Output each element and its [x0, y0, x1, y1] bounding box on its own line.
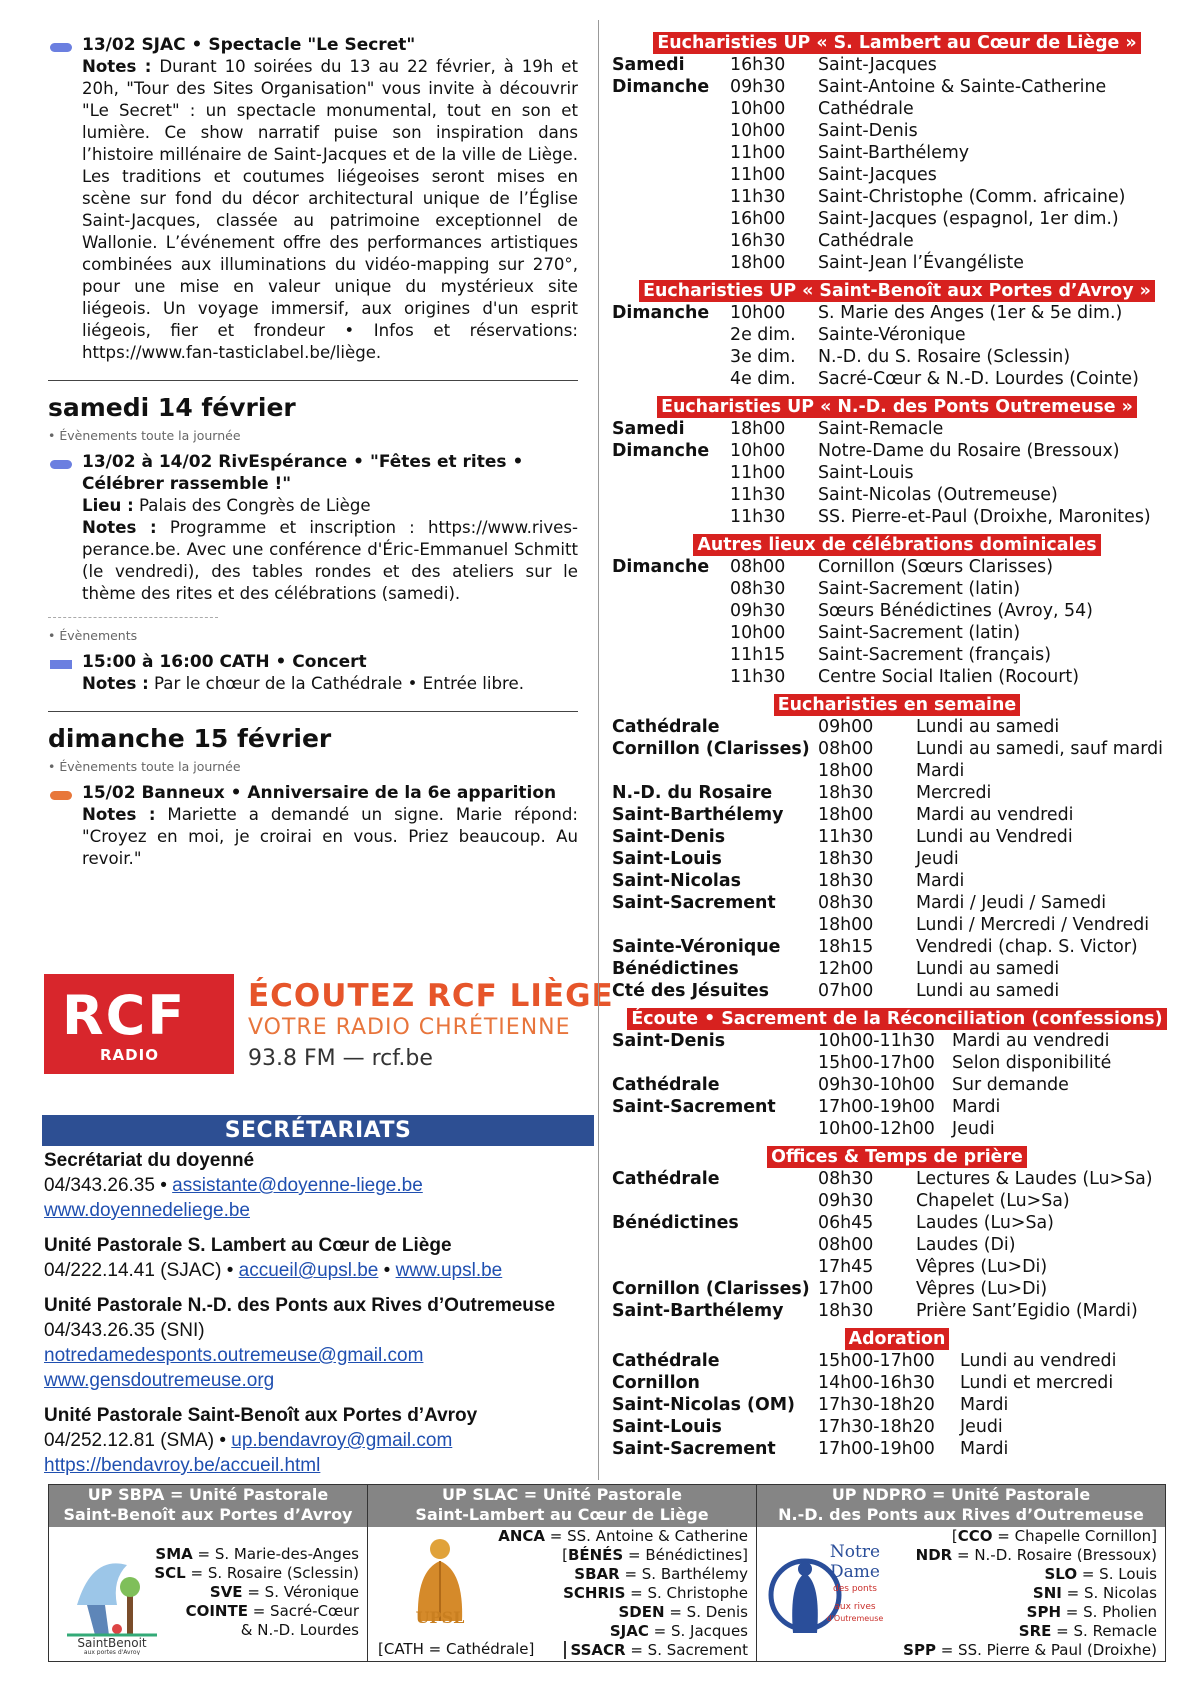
legend-item: SSACR = S. Sacrement: [570, 1641, 748, 1659]
schedule-detail: Cathédrale: [818, 99, 914, 119]
schedule-place: Saint-Denis: [612, 1031, 726, 1051]
schedule-place: [612, 600, 730, 622]
event-le-secret[interactable]: [48, 34, 578, 364]
schedule-time: 18h00: [818, 805, 874, 825]
section-heading: Eucharisties en semaine: [612, 694, 1182, 716]
event-banneux[interactable]: [48, 782, 578, 870]
legend-item: [CCO = Chapelle Cornillon]: [951, 1527, 1157, 1545]
schedule-detail: Chapelet (Lu>Sa): [916, 1191, 1070, 1211]
secretariat-title: Unité Pastorale Saint-Benoît aux Portes d’Avroy: [44, 1405, 478, 1426]
schedule-time: 4e dim.: [730, 369, 796, 389]
schedule-time: 10h00: [730, 303, 786, 323]
schedule-time: 08h00: [818, 739, 874, 759]
schedule-place: Saint-Barthélemy: [612, 805, 784, 825]
rcf-tagline: VOTRE RADIO CHRÉTIENNE: [248, 1015, 571, 1040]
schedule-time: 11h00: [730, 165, 786, 185]
schedule-detail: Mercredi: [916, 783, 992, 803]
schedule-table: [612, 1030, 1182, 1140]
schedule-detail: Saint-Jacques: [818, 165, 937, 185]
schedule-detail: Selon disponibilité: [952, 1053, 1112, 1073]
svg-text:aux rives: aux rives: [834, 1602, 876, 1612]
schedule-detail: Lundi / Mercredi / Vendredi: [916, 915, 1150, 935]
event-title: 13/02 à 14/02 RivEspérance • "Fêtes et rites • Célébrer rassemble !": [82, 452, 524, 494]
email-link[interactable]: accueil@upsl.be: [238, 1260, 379, 1281]
rcf-headline: ÉCOUTEZ RCF LIÈGE: [248, 978, 614, 1014]
divider: [48, 380, 578, 381]
abbreviations-legend: [48, 1484, 1166, 1662]
schedule-detail: Centre Social Italien (Rocourt): [818, 667, 1079, 687]
svg-text:Notre: Notre: [829, 1542, 881, 1562]
event-rivesperance[interactable]: [48, 451, 578, 605]
email-link[interactable]: up.bendavroy@gmail.com: [231, 1430, 453, 1451]
event-concert[interactable]: [48, 651, 578, 695]
schedule-detail: Sacré-Cœur & N.-D. Lourdes (Cointe): [818, 369, 1139, 389]
legend-items: [903, 1527, 1157, 1660]
schedule-table: [612, 302, 1182, 390]
section-heading: Autres lieux de célébrations dominicales: [612, 534, 1182, 556]
rcf-frequency: 93.8 FM — rcf.be: [248, 1046, 433, 1071]
schedule-place: [612, 1118, 818, 1140]
section-heading: Eucharisties UP « Saint-Benoît aux Portes d’Avroy »: [612, 280, 1182, 302]
schedule-place: Dimanche: [612, 303, 710, 323]
event-title: 15/02 Banneux • Anniversaire de la 6e apparition: [82, 783, 557, 803]
legend-header: UP SLAC = Unité Pastorale Saint-Lambert au Cœur de Liège: [368, 1485, 756, 1527]
schedule-time: 08h30: [730, 579, 786, 599]
schedule-place: [612, 462, 730, 484]
schedule-place: N.-D. du Rosaire: [612, 783, 773, 803]
schedule-time: 16h30: [730, 231, 786, 251]
schedule-detail: Mardi: [960, 1439, 1009, 1459]
svg-text:d'Outremeuse: d'Outremeuse: [826, 1614, 883, 1623]
schedule-detail: Saint-Remacle: [818, 419, 944, 439]
schedule-place: Cornillon (Clarisses): [612, 1279, 810, 1299]
all-day-label: • Évènements toute la journée: [48, 428, 241, 443]
schedule-time: 09h30: [730, 77, 786, 97]
schedule-place: [612, 1052, 818, 1074]
schedule-place: Dimanche: [612, 557, 710, 577]
legend-item: & N.-D. Lourdes: [240, 1621, 359, 1639]
schedule-detail: Mardi au vendredi: [916, 805, 1074, 825]
schedule-detail: Mardi: [916, 761, 965, 781]
schedule-place: Saint-Nicolas: [612, 871, 741, 891]
schedule-time: 11h30: [730, 507, 786, 527]
schedule-table: [612, 1350, 1182, 1460]
svg-text:UPSL: UPSL: [415, 1608, 465, 1627]
schedule-time: 17h00-19h00: [818, 1097, 935, 1117]
schedule-time: 18h00: [730, 253, 786, 273]
legend-item: SVE = S. Véronique: [209, 1583, 359, 1601]
schedule-detail: S. Marie des Anges (1er & 5e dim.): [818, 303, 1123, 323]
event-notes: Notes : Mariette a demandé un signe. Marie répond: "Croyez en moi, je croirai en vous. Priez beaucoup. Au revoir.": [82, 805, 578, 868]
schedule-detail: Jeudi: [960, 1417, 1003, 1437]
schedule-table: [612, 556, 1182, 688]
schedule-place: Cathédrale: [612, 717, 720, 737]
schedule-detail: Mardi au vendredi: [952, 1031, 1110, 1051]
schedule-place: [612, 666, 730, 688]
schedule-detail: Sainte-Véronique: [818, 325, 966, 345]
schedule-place: [612, 578, 730, 600]
schedule-time: 09h30: [818, 1191, 874, 1211]
schedule-time: 18h00: [730, 419, 786, 439]
legend-item: COINTE = Sacré-Cœur: [185, 1602, 359, 1620]
schedule-time: 10h00: [730, 441, 786, 461]
schedule-time: 09h30-10h00: [818, 1075, 935, 1095]
schedule-place: [612, 346, 730, 368]
section-heading: Eucharisties UP « S. Lambert au Cœur de Liège »: [612, 32, 1182, 54]
legend-slac: [368, 1485, 757, 1661]
legend-separator: [564, 1641, 566, 1659]
events-label: • Évènements: [48, 628, 138, 643]
schedule-time: 09h00: [818, 717, 874, 737]
schedule-column: [612, 30, 1182, 1460]
schedule-place: [612, 1190, 818, 1212]
legend-item: SJAC = S. Jacques: [609, 1622, 748, 1640]
schedule-detail: Jeudi: [952, 1119, 995, 1139]
legend-item: SCL = S. Rosaire (Sclessin): [154, 1564, 359, 1582]
schedule-place: Cathédrale: [612, 1169, 720, 1189]
schedule-time: 15h00-17h00: [818, 1351, 935, 1371]
schedule-time: 18h00: [818, 761, 874, 781]
schedule-place: [612, 622, 730, 644]
legend-ndpro: [757, 1485, 1165, 1661]
svg-text:des ponts: des ponts: [833, 1584, 877, 1594]
day-heading: dimanche 15 février: [48, 724, 332, 753]
schedule-time: 08h30: [818, 893, 874, 913]
schedule-time: 10h00: [730, 121, 786, 141]
schedule-detail: Notre-Dame du Rosaire (Bressoux): [818, 441, 1120, 461]
email-link[interactable]: assistante@doyenne-liege.be: [172, 1175, 423, 1196]
schedule-time: 10h00-11h30: [818, 1031, 935, 1051]
section-heading: Adoration: [612, 1328, 1182, 1350]
secretariat-title: Unité Pastorale N.-D. des Ponts aux Rives d’Outremeuse: [44, 1295, 556, 1316]
schedule-detail: Saint-Jacques: [818, 55, 937, 75]
schedule-time: 16h00: [730, 209, 786, 229]
schedule-time: 06h45: [818, 1213, 874, 1233]
schedule-table: [612, 1168, 1182, 1322]
all-day-label: • Évènements toute la journée: [48, 759, 241, 774]
schedule-detail: Sœurs Bénédictines (Avroy, 54): [818, 601, 1093, 621]
schedule-detail: Lectures & Laudes (Lu>Sa): [916, 1169, 1153, 1189]
legend-item: SDEN = S. Denis: [618, 1603, 748, 1621]
schedule-time: 18h00: [818, 915, 874, 935]
event-notes: Notes : Par le chœur de la Cathédrale • Entrée libre.: [82, 674, 524, 693]
schedule-time: 11h30: [818, 827, 874, 847]
schedule-table: [612, 418, 1182, 528]
schedule-place: Saint-Sacrement: [612, 1439, 776, 1459]
schedule-detail: Saint-Sacrement (français): [818, 645, 1052, 665]
website-link[interactable]: www.doyennedeliege.be: [44, 1200, 250, 1221]
secretariat-title: Secrétariat du doyenné: [44, 1150, 255, 1171]
schedule-detail: Saint-Barthélemy: [818, 143, 970, 163]
schedule-detail: Saint-Denis: [818, 121, 918, 141]
schedule-time: 15h00-17h00: [818, 1053, 935, 1073]
schedule-detail: Lundi au samedi: [916, 717, 1060, 737]
schedule-table: [612, 716, 1182, 1002]
legend-item: SPH = S. Pholien: [1026, 1603, 1157, 1621]
legend-item: SBAR = S. Barthélemy: [574, 1565, 748, 1583]
schedule-time: 10h00: [730, 623, 786, 643]
schedule-detail: Saint-Sacrement (latin): [818, 579, 1021, 599]
schedule-time: 16h30: [730, 55, 786, 75]
schedule-time: 17h00: [818, 1279, 874, 1299]
schedule-place: Dimanche: [612, 77, 710, 97]
schedule-place: Dimanche: [612, 441, 710, 461]
schedule-detail: Prière Sant’Egidio (Mardi): [916, 1301, 1138, 1321]
secretariats-list: [44, 1148, 596, 1488]
schedule-place: [612, 164, 730, 186]
svg-text:aux portes d'Avroy: aux portes d'Avroy: [83, 1649, 141, 1655]
schedule-time: 12h00: [818, 959, 874, 979]
section-heading: Écoute • Sacrement de la Réconciliation (confessions): [612, 1008, 1182, 1030]
phone: 04/252.12.81 (SMA) •: [44, 1430, 226, 1451]
schedule-place: [612, 506, 730, 528]
legend-item: SCHRIS = S. Christophe: [563, 1584, 748, 1602]
schedule-detail: Saint-Jean l’Évangéliste: [818, 253, 1024, 273]
legend-items: [154, 1545, 359, 1640]
schedule-place: [612, 484, 730, 506]
website-link[interactable]: www.gensdoutremeuse.org: [44, 1370, 275, 1391]
schedule-time: 10h00-12h00: [818, 1119, 935, 1139]
schedule-detail: Mardi / Jeudi / Samedi: [916, 893, 1107, 913]
legend-item: NDR = N.-D. Rosaire (Bressoux): [915, 1546, 1157, 1564]
schedule-detail: Jeudi: [916, 849, 959, 869]
secretariats-heading: SECRÉTARIATS: [42, 1115, 594, 1146]
schedule-place: [612, 208, 730, 230]
schedule-place: [612, 142, 730, 164]
schedule-detail: Lundi au samedi, sauf mardi: [916, 739, 1164, 759]
svg-text:Dame: Dame: [830, 1562, 880, 1582]
schedule-place: [612, 368, 730, 390]
legend-header: UP SBPA = Unité Pastorale Saint-Benoît aux Portes d’Avroy: [49, 1485, 367, 1527]
schedule-detail: Cathédrale: [818, 231, 914, 251]
schedule-time: 11h30: [730, 667, 786, 687]
schedule-place: Samedi: [612, 419, 685, 439]
legend-item: SRE = S. Remacle: [1018, 1622, 1157, 1640]
schedule-place: [612, 230, 730, 252]
secretariat-title: Unité Pastorale S. Lambert au Cœur de Liège: [44, 1235, 452, 1256]
schedule-detail: Laudes (Lu>Sa): [916, 1213, 1054, 1233]
category-bar: [50, 460, 72, 469]
schedule-detail: Saint-Jacques (espagnol, 1er dim.): [818, 209, 1119, 229]
schedule-time: 08h00: [818, 1235, 874, 1255]
phone: 04/343.26.35 •: [44, 1175, 167, 1196]
separator: •: [383, 1260, 391, 1281]
schedule-place: Saint-Sacrement: [612, 893, 776, 913]
schedule-time: 08h00: [730, 557, 786, 577]
category-bar: [50, 43, 72, 52]
event-location: Lieu : Palais des Congrès de Liège: [82, 496, 371, 515]
schedule-time: 3e dim.: [730, 347, 796, 367]
divider: [48, 711, 578, 712]
section-heading: Offices & Temps de prière: [612, 1146, 1182, 1168]
schedule-detail: Lundi au samedi: [916, 959, 1060, 979]
schedule-place: Saint-Denis: [612, 827, 726, 847]
schedule-detail: Lundi et mercredi: [960, 1373, 1114, 1393]
schedule-time: 18h30: [818, 871, 874, 891]
schedule-detail: Lundi au Vendredi: [916, 827, 1073, 847]
schedule-place: Bénédictines: [612, 1213, 739, 1233]
email-link[interactable]: notredamedesponts.outremeuse@gmail.com: [44, 1345, 424, 1366]
schedule-place: Saint-Barthélemy: [612, 1301, 784, 1321]
schedule-place: [612, 120, 730, 142]
legend-item: SMA = S. Marie-des-Anges: [155, 1545, 359, 1563]
website-link[interactable]: www.upsl.be: [395, 1260, 503, 1281]
schedule-detail: Vendredi (chap. S. Victor): [916, 937, 1138, 957]
schedule-place: Saint-Nicolas (OM): [612, 1395, 795, 1415]
legend-item: SLO = S. Louis: [1044, 1565, 1157, 1583]
legend-cath: [CATH = Cathédrale]: [378, 1640, 535, 1658]
schedule-time: 17h30-18h20: [818, 1395, 935, 1415]
schedule-place: Cornillon (Clarisses): [612, 739, 810, 759]
schedule-place: Bénédictines: [612, 959, 739, 979]
schedule-place: Cathédrale: [612, 1351, 720, 1371]
schedule-time: 10h00: [730, 99, 786, 119]
schedule-detail: Saint-Louis: [818, 463, 914, 483]
schedule-place: [612, 644, 730, 666]
schedule-place: Sainte-Véronique: [612, 937, 781, 957]
column-divider: [598, 20, 599, 1480]
notre-dame-logo-icon: [765, 1533, 883, 1651]
schedule-place: [612, 760, 818, 782]
legend-item: SPP = SS. Pierre & Paul (Droixhe): [903, 1641, 1157, 1659]
schedule-time: 11h30: [730, 187, 786, 207]
phone: 04/222.14.41 (SJAC) •: [44, 1260, 234, 1281]
schedule-place: Cté des Jésuites: [612, 981, 769, 1001]
schedule-detail: Saint-Christophe (Comm. africaine): [818, 187, 1126, 207]
schedule-place: Saint-Louis: [612, 849, 722, 869]
schedule-time: 07h00: [818, 981, 874, 1001]
category-bar: [50, 660, 72, 669]
schedule-place: [612, 914, 818, 936]
schedule-place: [612, 98, 730, 120]
schedule-place: [612, 186, 730, 208]
event-title: 15:00 à 16:00 CATH • Concert: [82, 652, 367, 672]
schedule-time: 18h30: [818, 783, 874, 803]
schedule-detail: Mardi: [960, 1395, 1009, 1415]
schedule-detail: N.-D. du S. Rosaire (Sclessin): [818, 347, 1071, 367]
schedule-detail: Vêpres (Lu>Di): [916, 1279, 1048, 1299]
category-bar: [50, 791, 72, 800]
schedule-place: Saint-Louis: [612, 1417, 722, 1437]
schedule-place: [612, 324, 730, 346]
schedule-place: Samedi: [612, 55, 685, 75]
legend-item: ANCA = SS. Antoine & Catherine: [498, 1527, 748, 1545]
schedule-detail: Lundi au vendredi: [960, 1351, 1117, 1371]
events-column: [48, 34, 578, 870]
schedule-place: Cathédrale: [612, 1075, 720, 1095]
schedule-time: 11h00: [730, 463, 786, 483]
schedule-table: [612, 54, 1182, 274]
schedule-detail: Saint-Antoine & Sainte-Catherine: [818, 77, 1107, 97]
schedule-place: Cornillon: [612, 1373, 700, 1393]
schedule-time: 18h30: [818, 849, 874, 869]
upsl-logo-icon: [388, 1531, 488, 1631]
schedule-detail: Laudes (Di): [916, 1235, 1016, 1255]
schedule-detail: Saint-Sacrement (latin): [818, 623, 1021, 643]
schedule-place: [612, 252, 730, 274]
schedule-place: Saint-Sacrement: [612, 1097, 776, 1117]
schedule-time: 11h15: [730, 645, 786, 665]
schedule-detail: Saint-Nicolas (Outremeuse): [818, 485, 1058, 505]
schedule-time: 18h15: [818, 937, 874, 957]
schedule-place: [612, 1256, 818, 1278]
rcf-logo: RCF RADIO: [44, 974, 234, 1074]
event-title: 13/02 SJAC • Spectacle "Le Secret": [82, 35, 416, 55]
schedule-time: 17h00-19h00: [818, 1439, 935, 1459]
legend-header: UP NDPRO = Unité Pastorale N.-D. des Ponts aux Rives d’Outremeuse: [757, 1485, 1165, 1527]
rcf-banner[interactable]: [44, 970, 614, 1074]
schedule-detail: Vêpres (Lu>Di): [916, 1257, 1048, 1277]
section-heading: Eucharisties UP « N.-D. des Ponts Outremeuse »: [612, 396, 1182, 418]
website-link[interactable]: https://bendavroy.be/accueil.html: [44, 1455, 321, 1476]
saint-benoit-logo-icon: [57, 1535, 167, 1655]
legend-item: SNI = S. Nicolas: [1032, 1584, 1157, 1602]
schedule-time: 09h30: [730, 601, 786, 621]
schedule-place: [612, 1234, 818, 1256]
phone: 04/343.26.35 (SNI): [44, 1320, 205, 1341]
svg-text:SaintBenoit: SaintBenoit: [77, 1636, 147, 1650]
legend-sbpa: [49, 1485, 368, 1661]
schedule-time: 2e dim.: [730, 325, 796, 345]
schedule-detail: Mardi: [916, 871, 965, 891]
event-notes: Notes : Durant 10 soirées du 13 au 22 février, à 19h et 20h, "Tour des Sites Organisation" vous invite à découvrir "Le Secret" : un spectacle monumental, tout en son et lumière. Ce show narratif puise son inspiration dans l’histoire millénaire de Saint-Jacques et de la ville de Liège. Les traditions et coutumes liégeoises seront mises en scène sur fond du décor architectural unique de l’Église Saint-Jacques, classée au patrimoine exceptionnel de Wallonie. L’événement offre des performances artistiques combinées aux illuminations du vidéo-mapping sur 270°, pour une mise en valeur unique du mystérieux site liégeois. Un voyage immersif, aux origines d'un esprit liégeois, fier et frondeur • Infos et réservations: https://www.fan-tasticlabel.be/liège.: [82, 57, 578, 362]
schedule-detail: Cornillon (Sœurs Clarisses): [818, 557, 1053, 577]
legend-item: [BÉNÉS = Bénédictines]: [562, 1546, 748, 1564]
day-heading: samedi 14 février: [48, 393, 296, 422]
schedule-detail: SS. Pierre-et-Paul (Droixhe, Maronites): [818, 507, 1151, 527]
legend-items: [498, 1527, 748, 1660]
schedule-detail: Mardi: [952, 1097, 1001, 1117]
schedule-time: 11h30: [730, 485, 786, 505]
event-notes: Notes : Programme et inscription : https://www.rives-perance.be. Avec une conférence d'Éric-Emmanuel Schmitt (le vendredi), des tables rondes et des ateliers sur le thème des rites et des célébrations (samedi).: [82, 518, 578, 603]
schedule-time: 18h30: [818, 1301, 874, 1321]
dashed-divider: [48, 617, 218, 618]
schedule-detail: Lundi au samedi: [916, 981, 1060, 1001]
schedule-time: 08h30: [818, 1169, 874, 1189]
schedule-time: 14h00-16h30: [818, 1373, 935, 1393]
schedule-time: 17h45: [818, 1257, 874, 1277]
schedule-time: 11h00: [730, 143, 786, 163]
schedule-detail: Sur demande: [952, 1075, 1069, 1095]
schedule-time: 17h30-18h20: [818, 1417, 935, 1437]
